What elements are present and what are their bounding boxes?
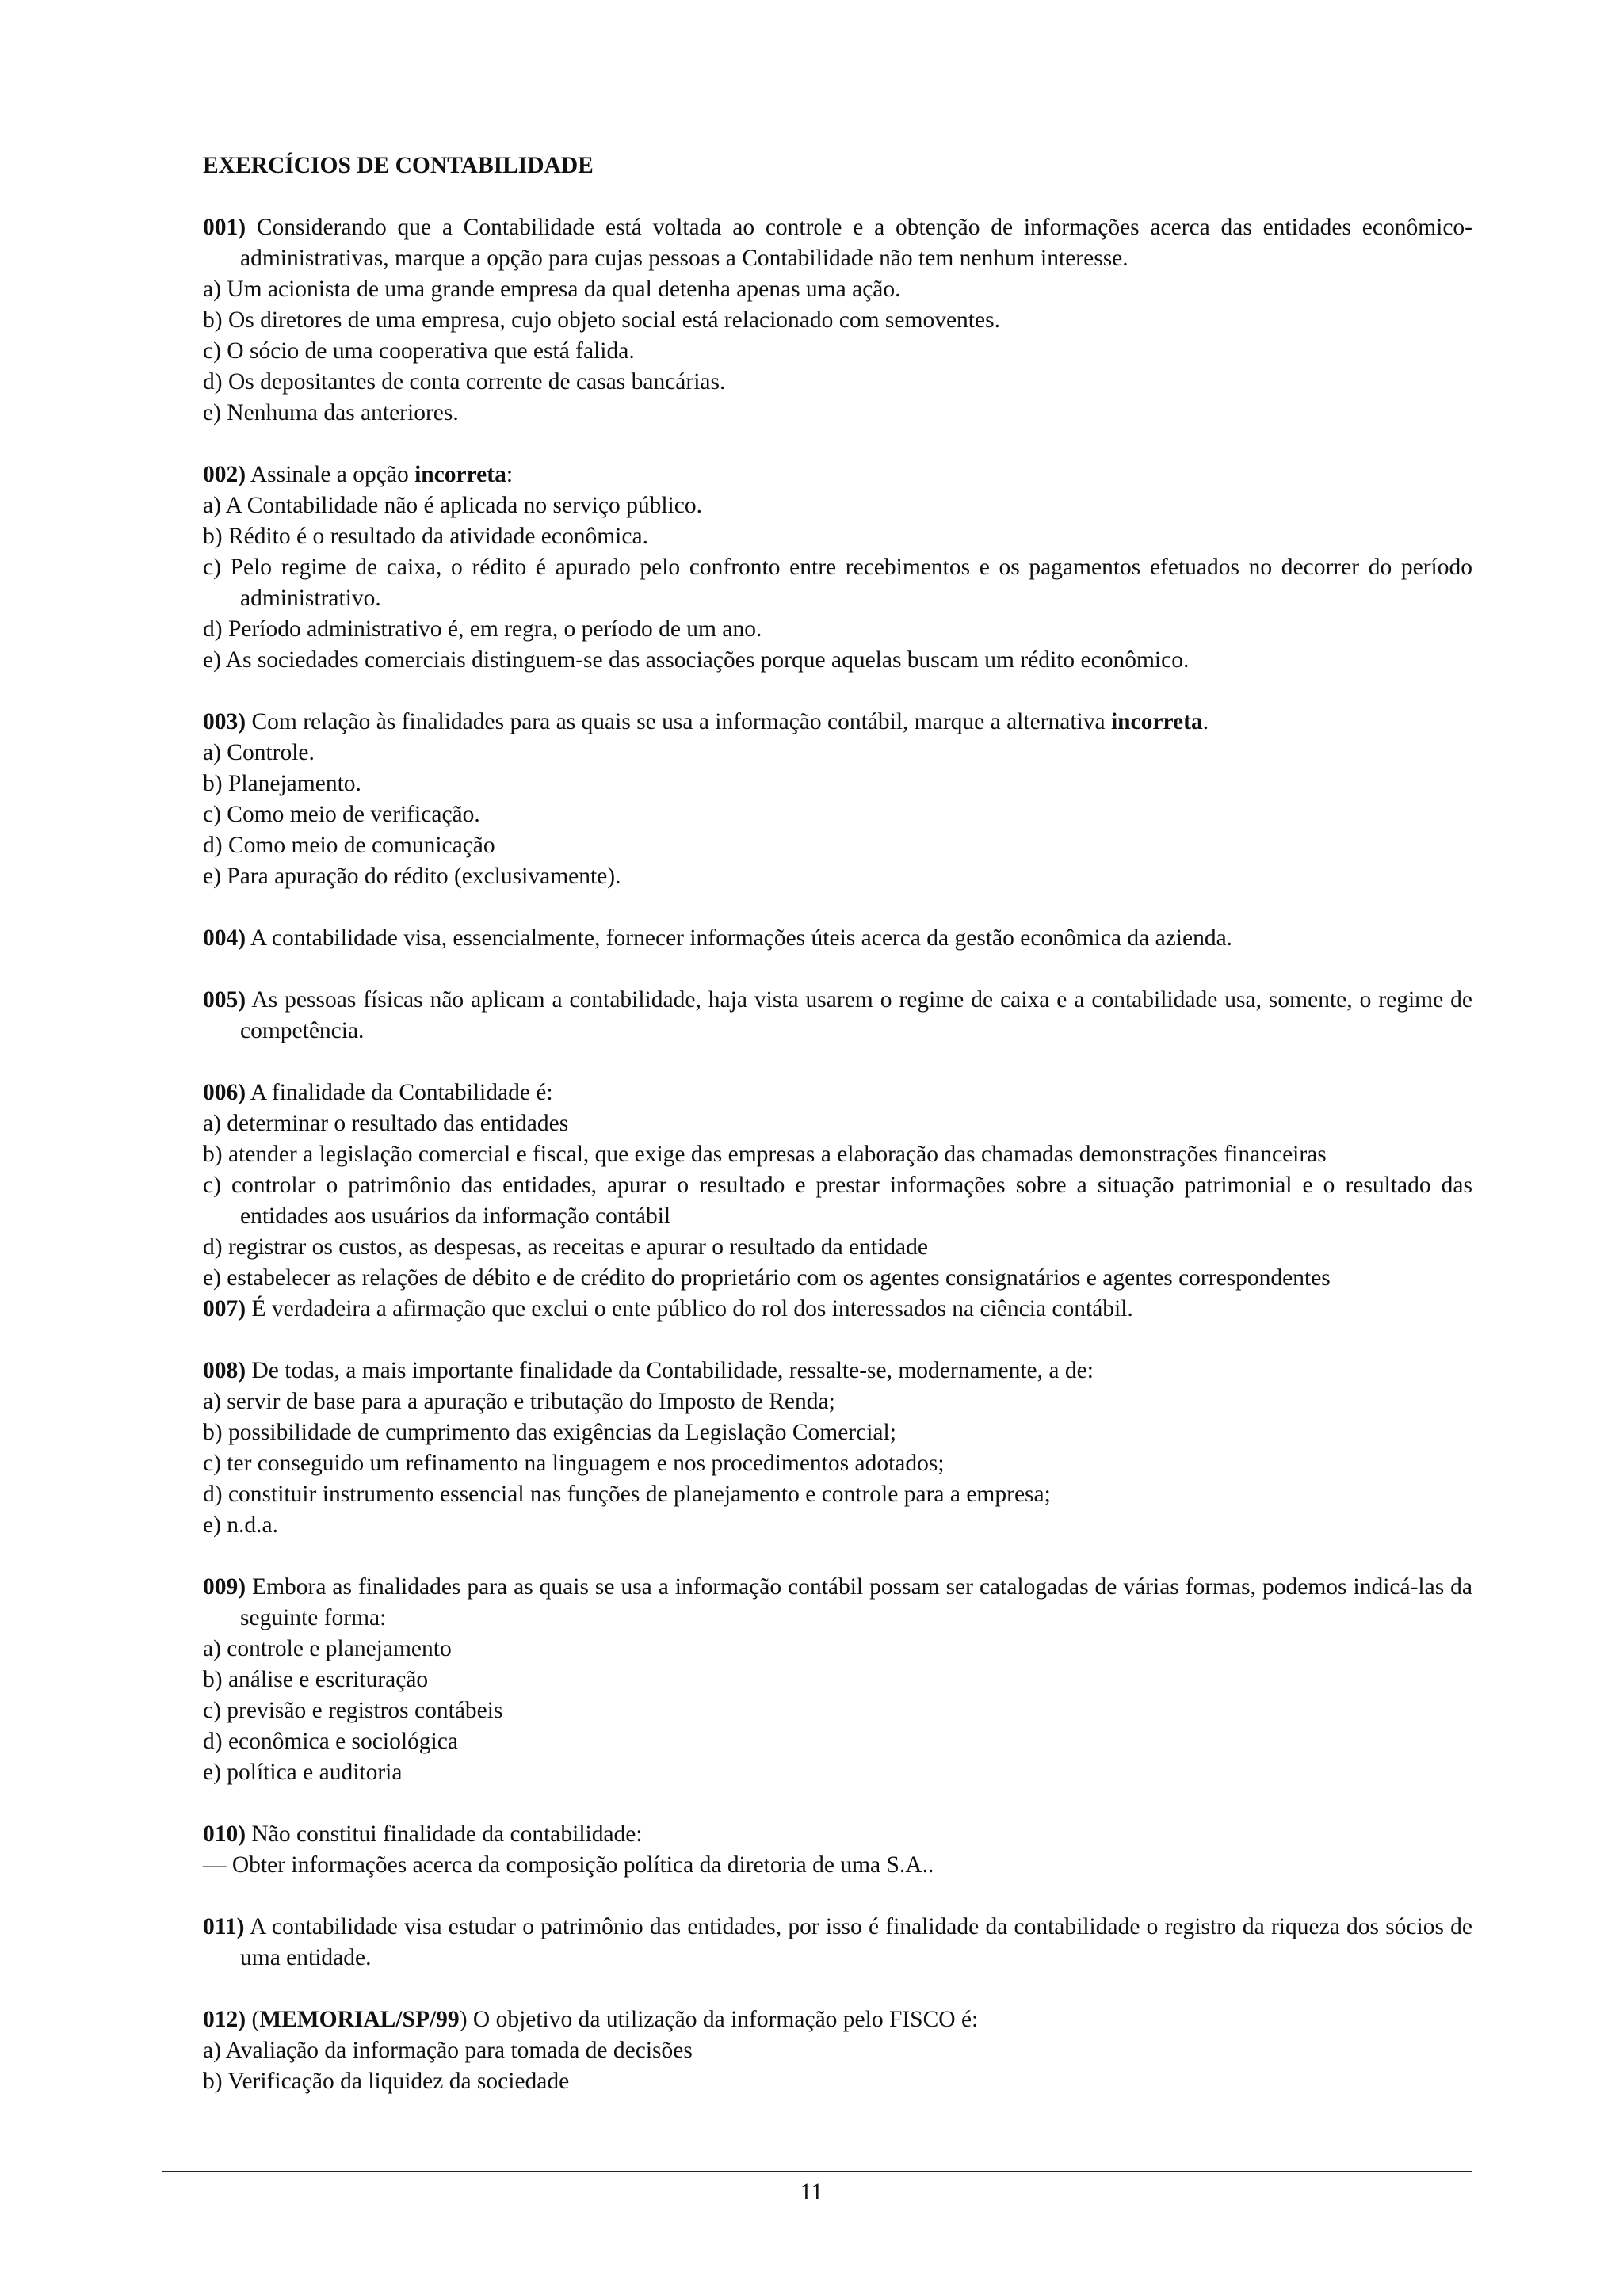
option-b: b) Rédito é o resultado da atividade econômica. [203, 524, 648, 549]
question-text: As pessoas físicas não aplicam a contabilidade, haja vista usarem o regime de caixa e a contabilidade usa, somente, o regime de competência. [240, 987, 1472, 1043]
question-002 [203, 460, 1472, 676]
question-emphasis: incorreta [1110, 709, 1203, 734]
option-e: e) As sociedades comerciais distinguem-se das associações porque aquelas buscam um rédito econômico. [203, 647, 1190, 673]
question-011 [203, 1912, 1472, 1974]
question-012 [203, 2004, 1472, 2097]
question-number: 012) [203, 2007, 246, 2032]
question-stem [203, 212, 1472, 274]
option-e: e) estabelecer as relações de débito e de crédito do proprietário com os agentes consignatários e agentes correspondentes [203, 1265, 1331, 1291]
question-number: 010) [203, 1821, 246, 1847]
question-text: Assinale a opção [250, 462, 415, 487]
question-text-end: : [506, 462, 514, 487]
question-stem [203, 1572, 1472, 1634]
option-b: b) análise e escrituração [203, 1667, 429, 1692]
question-stem [203, 1912, 1472, 1974]
question-stem [203, 1294, 1472, 1325]
question-008 [203, 1356, 1472, 1541]
question-stem [203, 460, 1472, 490]
question-stem [203, 1819, 1472, 1850]
option-d: d) Como meio de comunicação [203, 833, 495, 858]
question-text-end: . [1202, 709, 1209, 734]
option-d: d) Os depositantes de conta corrente de casas bancárias. [203, 369, 726, 395]
options-list [203, 738, 1472, 892]
options-list [203, 1850, 1472, 1881]
question-010 [203, 1819, 1472, 1881]
question-number: 003) [203, 709, 246, 734]
question-emphasis: incorreta [414, 462, 506, 487]
question-stem [203, 985, 1472, 1047]
question-text: A contabilidade visa, essencialmente, fornecer informações úteis acerca da gestão econômica da azienda. [250, 925, 1233, 951]
document-title: EXERCÍCIOS DE CONTABILIDADE [203, 153, 594, 178]
option-b: b) Verificação da liquidez da sociedade [203, 2069, 570, 2094]
question-text-end: ) O objetivo da utilização da informação pelo FISCO é: [459, 2007, 979, 2032]
question-number: 001) [203, 215, 246, 240]
question-text: A finalidade da Contabilidade é: [250, 1080, 553, 1105]
question-text: A contabilidade visa estudar o patrimônio das entidades, por isso é finalidade da contabilidade o registro da riqueza dos sócios de uma entidade. [240, 1914, 1472, 1970]
question-number: 002) [203, 462, 246, 487]
options-list [203, 2035, 1472, 2097]
question-number: 006) [203, 1080, 246, 1105]
question-007 [203, 1294, 1472, 1325]
question-stem [203, 1356, 1472, 1386]
option-d: d) Período administrativo é, em regra, o período de um ano. [203, 616, 762, 642]
question-009 [203, 1572, 1472, 1788]
footer-divider [162, 2171, 1472, 2172]
question-text: Não constitui finalidade da contabilidade: [251, 1821, 643, 1847]
option-c: c) previsão e registros contábeis [203, 1698, 503, 1723]
question-text: ( [251, 2007, 260, 2032]
option-b: b) possibilidade de cumprimento das exigências da Legislação Comercial; [203, 1420, 896, 1445]
question-stem [203, 2004, 1472, 2035]
page-content [203, 151, 1472, 2097]
option-c: c) Como meio de verificação. [203, 802, 480, 827]
question-text: É verdadeira a afirmação que exclui o ente público do rol dos interessados na ciência contábil. [251, 1296, 1133, 1322]
question-number: 009) [203, 1574, 246, 1600]
option-e: e) política e auditoria [203, 1760, 403, 1785]
question-003 [203, 707, 1472, 892]
option-a: a) A Contabilidade não é aplicada no serviço público. [203, 493, 702, 518]
option-a: a) Um acionista de uma grande empresa da qual detenha apenas uma ação. [203, 277, 901, 302]
option-b: b) Planejamento. [203, 771, 361, 796]
options-list [203, 1634, 1472, 1788]
options-list [203, 1386, 1472, 1541]
option-a: a) controle e planejamento [203, 1636, 452, 1661]
question-number: 008) [203, 1358, 246, 1383]
option-dash: — Obter informações acerca da composição política da diretoria de uma S.A.. [203, 1852, 934, 1878]
question-number: 005) [203, 987, 246, 1013]
question-text: De todas, a mais importante finalidade da Contabilidade, ressalte-se, modernamente, a de: [251, 1358, 1094, 1383]
option-a: a) determinar o resultado das entidades [203, 1111, 569, 1136]
option-b: b) Os diretores de uma empresa, cujo objeto social está relacionado com semoventes. [203, 307, 1000, 333]
question-004 [203, 923, 1472, 954]
question-number: 004) [203, 925, 246, 951]
question-stem [203, 707, 1472, 738]
option-a: a) servir de base para a apuração e tributação do Imposto de Renda; [203, 1389, 835, 1414]
option-a: a) Controle. [203, 740, 315, 765]
options-list [203, 1108, 1472, 1294]
question-number: 007) [203, 1296, 246, 1322]
option-a: a) Avaliação da informação para tomada de decisões [203, 2038, 693, 2063]
question-text: Com relação às finalidades para as quais se usa a informação contábil, marque a alternativa [251, 709, 1111, 734]
option-d: d) constituir instrumento essencial nas funções de planejamento e controle para a empresa; [203, 1482, 1051, 1507]
page-number: 11 [800, 2179, 823, 2205]
option-e: e) Nenhuma das anteriores. [203, 400, 459, 425]
options-list [203, 274, 1472, 429]
question-number: 011) [203, 1914, 245, 1939]
option-c: c) controlar o patrimônio das entidades, apurar o resultado e prestar informações sobre a situação patrimonial e o resultado das entidades aos usuários da informação contábil [203, 1173, 1472, 1229]
option-c: c) O sócio de uma cooperativa que está falida. [203, 338, 635, 364]
option-d: d) registrar os custos, as despesas, as receitas e apurar o resultado da entidade [203, 1234, 928, 1260]
question-emphasis: MEMORIAL/SP/99 [259, 2007, 460, 2032]
question-text: Considerando que a Contabilidade está voltada ao controle e a obtenção de informações acerca das entidades econômico-administrativas, marque a opção para cujas pessoas a Contabilidade não tem nenhum interesse. [240, 215, 1472, 271]
question-005 [203, 985, 1472, 1047]
option-e: e) n.d.a. [203, 1512, 279, 1538]
option-c: c) ter conseguido um refinamento na linguagem e nos procedimentos adotados; [203, 1451, 945, 1476]
options-list [203, 490, 1472, 676]
question-stem [203, 923, 1472, 954]
option-e: e) Para apuração do rédito (exclusivamente). [203, 864, 621, 889]
question-006 [203, 1077, 1472, 1294]
question-001 [203, 212, 1472, 429]
option-d: d) econômica e sociológica [203, 1729, 458, 1754]
option-c: c) Pelo regime de caixa, o rédito é apurado pelo confronto entre recebimentos e os pagamentos efetuados no decorrer do período administrativo. [203, 555, 1472, 611]
question-stem [203, 1077, 1472, 1108]
option-b: b) atender a legislação comercial e fiscal, que exige das empresas a elaboração das chamadas demonstrações financeiras [203, 1142, 1327, 1167]
question-text: Embora as finalidades para as quais se usa a informação contábil possam ser catalogadas de várias formas, podemos indicá-las da seguinte forma: [240, 1574, 1473, 1630]
